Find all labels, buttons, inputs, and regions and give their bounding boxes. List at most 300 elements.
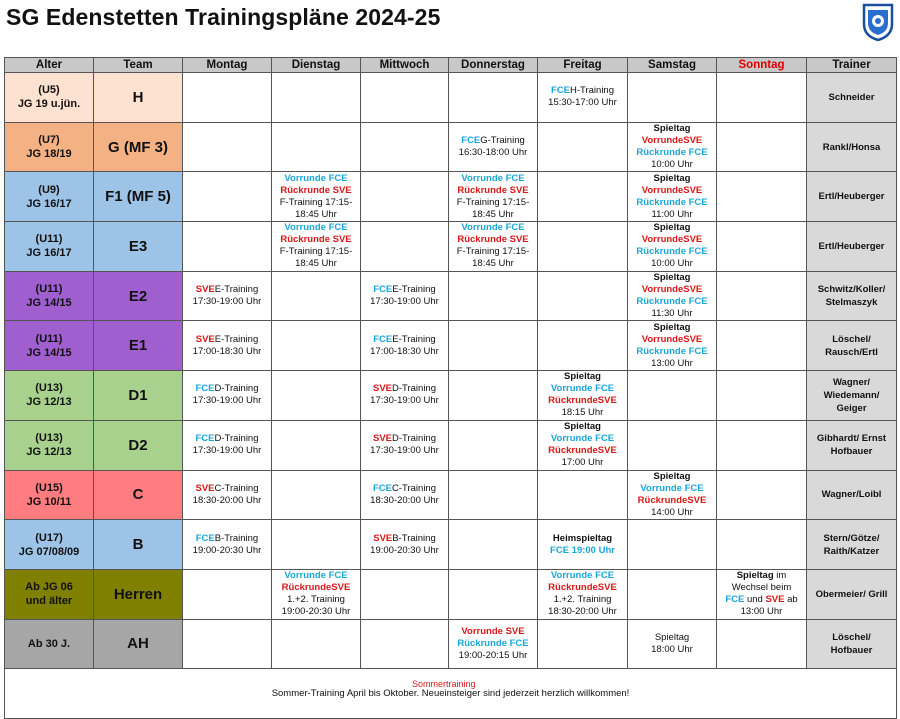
schedule-cell [272,470,361,520]
cell-line [807,190,896,203]
cell-text: Spieltag [736,570,774,582]
cell-text: (U5) [38,84,60,97]
schedule-cell [272,271,361,321]
cell-line [183,383,271,395]
cell-line [628,185,716,197]
team-cell: E2 [94,271,183,321]
cell-text: ab [784,594,798,606]
cell-text: Spieltag [654,631,690,643]
schedule-cell [717,420,807,470]
schedule-cell [449,371,538,421]
table-row [5,172,897,222]
cell-line [628,644,716,656]
schedule-cell [361,271,449,321]
cell-text: 18:45 Uhr [295,258,337,270]
cell-line [5,282,93,296]
cell-line [361,346,448,358]
schedule-cell [628,569,717,619]
trainer-cell [807,371,897,421]
schedule-cell [538,73,628,123]
team-cell: G (MF 3) [94,122,183,172]
cell-text: FCE [461,135,481,147]
column-header-samstag: Samstag [628,58,717,73]
cell-line [807,389,896,402]
age-group-cell [5,122,94,172]
cell-text: (U7) [38,134,60,147]
cell-line [807,644,896,657]
cell-text: Vorrunde FCE [550,383,615,395]
cell-line [538,421,627,433]
cell-line [628,358,716,370]
cell-text: B-Training [392,532,436,544]
cell-line [272,222,360,234]
cell-line [361,395,448,407]
trainer-cell [807,470,897,520]
cell-text: FCE [373,333,393,345]
cell-line [628,471,716,483]
cell-text: Vorrunde FCE [550,433,615,445]
cell-line [183,346,271,358]
cell-line [807,376,896,389]
cell-text: 17:30-19:00 Uhr [370,395,439,407]
cell-text: H-Training [570,85,614,97]
schedule-cell [449,122,538,172]
schedule-cell [538,371,628,421]
cell-line [272,570,360,582]
column-header-donnerstag: Donnerstag [449,58,538,73]
schedule-cell [449,520,538,570]
cell-line [538,85,627,97]
trainer-cell [807,222,897,272]
schedule-cell [183,470,272,520]
cell-text: Vorrunde FCE [550,570,615,582]
cell-text: 18:45 Uhr [472,258,514,270]
cell-line [449,135,537,147]
cell-text: Heimspieltag [552,532,613,544]
schedule-cell [361,172,449,222]
schedule-cell [717,73,807,123]
cell-text: VorrundeSVE [641,234,703,246]
cell-line [183,545,271,557]
cell-line [807,296,896,309]
schedule-cell [449,619,538,669]
cell-text: (U9) [38,183,60,196]
cell-text: Vorrunde SVE [461,625,525,637]
schedule-cell [449,470,538,520]
cell-text: 11:30 Uhr [651,308,693,320]
cell-text: Schneider [828,91,875,103]
schedule-cell [628,222,717,272]
table-row [5,321,897,371]
cell-line [5,545,93,559]
cell-line [272,258,360,270]
cell-text: Rausch/Ertl [825,346,878,358]
cell-text: FCE [195,383,215,395]
cell-text: 19:00-20:15 Uhr [458,649,528,661]
team-cell: E3 [94,222,183,272]
cell-text: FCE [195,532,215,544]
cell-text: E-Training [214,333,259,345]
trainer-cell [807,321,897,371]
schedule-cell [717,619,807,669]
age-group-cell [5,321,94,371]
table-row [5,569,897,619]
schedule-cell [628,420,717,470]
cell-line [538,594,627,606]
cell-line [628,346,716,358]
schedule-cell [717,271,807,321]
trainer-cell [807,271,897,321]
cell-line [272,606,360,618]
cell-text: 1.+2. Training [553,594,612,606]
cell-text: Vorrunde FCE [284,570,348,582]
cell-text: 17:00-18:30 Uhr [370,345,439,357]
cell-text: Spieltag [653,470,691,482]
cell-text: RückrundeSVE [548,395,617,407]
cell-text: SVE [373,532,393,544]
cell-text: und [744,594,766,606]
cell-text: Stern/Götze/ [823,532,880,544]
cell-text: RückrundeSVE [548,582,617,594]
cell-line [449,258,537,270]
cell-line [272,582,360,594]
schedule-cell [272,619,361,669]
column-header-trainer: Trainer [807,58,897,73]
cell-line [717,570,806,582]
cell-text: Ab JG 06 [25,581,73,594]
cell-text: JG 07/08/09 [18,545,80,558]
cell-line [628,197,716,209]
cell-text: 17:00-18:30 Uhr [192,345,262,357]
cell-text: Löschel/ [832,333,871,345]
cell-text: FCE [373,482,392,494]
trainer-cell [807,619,897,669]
cell-text: E-Training [214,284,259,296]
schedule-cell [717,371,807,421]
trainer-cell [807,73,897,123]
cell-text: VorrundeSVE [641,333,703,345]
schedule-cell [449,420,538,470]
cell-line [361,284,448,296]
cell-line [449,246,537,258]
age-group-cell [5,371,94,421]
schedule-cell [361,619,449,669]
cell-line [538,371,627,383]
schedule-cell [449,222,538,272]
schedule-cell [449,321,538,371]
cell-text: Spieltag [653,222,691,234]
cell-text: C-Training [392,482,436,494]
schedule-cell [538,569,628,619]
schedule-cell [628,122,717,172]
cell-text: JG 12/13 [26,446,72,459]
cell-line [272,209,360,221]
cell-line [5,97,93,111]
cell-text: Raith/Katzer [823,545,880,557]
cell-text: FCE [373,284,393,296]
schedule-cell [361,73,449,123]
cell-text: Ertl/Heuberger [818,191,885,203]
cell-text: Spieltag [653,123,691,135]
schedule-cell [538,520,628,570]
cell-text: Schwitz/Koller/ [817,284,886,296]
schedule-cell [628,619,717,669]
cell-line [538,533,627,545]
cell-line [628,234,716,246]
cell-line [628,296,716,308]
cell-line [5,346,93,360]
cell-line [538,445,627,457]
cell-line [361,545,448,557]
schedule-cell [449,172,538,222]
cell-text: (U15) [35,481,63,494]
cell-text: 17:30-19:00 Uhr [192,445,262,457]
cell-line [628,272,716,284]
cell-line [449,626,537,638]
cell-text: im [773,570,787,582]
cell-line [628,632,716,644]
page-title: SG Edenstetten Trainingspläne 2024-25 [6,4,441,30]
cell-line [538,545,627,557]
cell-line [538,606,627,618]
team-cell: B [94,520,183,570]
cell-text: B-Training [214,532,259,544]
cell-text: Rückrunde SVE [457,184,529,196]
cell-text: FCE 19:00 Uhr [550,544,615,556]
cell-line [449,638,537,650]
cell-text: Vorrunde FCE [284,172,348,184]
cell-line [807,402,896,415]
team-cell: C [94,470,183,520]
schedule-cell [361,520,449,570]
cell-line [449,173,537,185]
cell-text: 11:00 Uhr [651,208,693,220]
cell-line [628,123,716,135]
column-header-dienstag: Dienstag [272,58,361,73]
cell-text: F-Training 17:15- [456,196,530,208]
cell-line [807,283,896,296]
team-cell: D1 [94,371,183,421]
cell-line [807,445,896,458]
age-group-cell [5,222,94,272]
cell-line [449,222,537,234]
cell-line [628,159,716,171]
cell-line [5,637,93,651]
schedule-cell [717,470,807,520]
schedule-cell [538,222,628,272]
cell-text: (U11) [35,233,63,246]
cutoff-text: Sommertraining [412,679,476,689]
cell-line [5,381,93,395]
cell-line [272,185,360,197]
column-header-alter: Alter [5,58,94,73]
cell-text: RückrundeSVE [637,494,707,506]
schedule-cell [449,73,538,123]
age-group-cell [5,420,94,470]
cell-text: SVE [765,594,785,606]
cell-line [183,483,271,495]
team-cell: E1 [94,321,183,371]
cell-text: Vorrunde FCE [640,482,704,494]
cell-text: (U11) [35,283,63,296]
schedule-cell [628,321,717,371]
cell-text: Wagner/ [832,376,871,388]
cell-text: VorrundeSVE [641,135,703,147]
cell-line [807,588,896,601]
cell-text: Löschel/ [832,631,871,643]
cell-line [628,135,716,147]
cell-line [5,296,93,310]
cell-line [807,432,896,445]
cell-line [807,488,896,501]
schedule-cell [183,619,272,669]
cell-text: 17:30-19:00 Uhr [192,296,262,308]
cell-text: 18:30-20:00 Uhr [370,494,439,506]
column-header-sonntag: Sonntag [717,58,807,73]
age-group-cell [5,470,94,520]
schedule-cell [361,569,449,619]
cell-line [807,631,896,644]
cell-text: JG 10/11 [26,495,72,508]
schedule-cell [449,271,538,321]
team-cell: Herren [94,569,183,619]
cell-text: Vorrunde FCE [461,172,525,184]
cell-line [538,395,627,407]
cell-line [807,346,896,359]
schedule-cell [717,569,807,619]
cell-text: Spieltag [564,371,601,383]
trainer-cell [807,420,897,470]
cell-text: FCE [195,433,215,445]
cell-text: Rankl/Honsa [822,141,881,153]
cell-text: Rückrunde FCE [636,196,708,208]
cell-line [807,141,896,154]
cell-text: D-Training [392,433,436,445]
cell-line [717,594,806,606]
schedule-cell [183,321,272,371]
schedule-cell [538,619,628,669]
table-row [5,470,897,520]
cell-text: Ab 30 J. [27,637,71,650]
cell-line [361,433,448,445]
schedule-cell [538,271,628,321]
cell-text: Rückrunde SVE [280,234,352,246]
cell-text: (U13) [35,382,63,395]
cell-line [5,246,93,260]
cell-line [5,495,93,509]
cell-text: C-Training [214,482,259,494]
schedule-cell [272,321,361,371]
schedule-cell [183,172,272,222]
column-header-freitag: Freitag [538,58,628,73]
cell-text: SVE [372,433,392,445]
cell-text: 18:15 Uhr [561,407,604,419]
cell-text: VorrundeSVE [641,184,703,196]
cell-text: 19:00-20:30 Uhr [370,544,439,556]
table-row [5,271,897,321]
cell-line [272,173,360,185]
cell-line [5,197,93,211]
cell-line [628,483,716,495]
schedule-cell [183,520,272,570]
cell-text: 1.+2. Training [287,594,345,606]
cell-line [449,234,537,246]
club-crest-icon [861,2,895,42]
cell-text: 13:00 Uhr [651,357,693,369]
schedule-cell [272,520,361,570]
cell-line [449,650,537,662]
cell-text: Rückrunde FCE [636,345,708,357]
cell-line [628,222,716,234]
cell-text: (U17) [35,531,63,544]
age-group-cell [5,271,94,321]
cell-line [628,173,716,185]
column-header-team: Team [94,58,183,73]
cell-text: und älter [25,595,73,608]
cell-text: 13:00 Uhr [740,606,783,618]
cell-line [5,481,93,495]
cell-text: Rückrunde FCE [457,637,529,649]
cell-line [449,209,537,221]
schedule-cell [272,172,361,222]
table-header-row [5,58,897,73]
cell-line [538,97,627,109]
schedule-cell [361,371,449,421]
cell-line [717,582,806,594]
cell-line [807,240,896,253]
cell-line [5,232,93,246]
schedule-cell [183,371,272,421]
column-header-mittwoch: Mittwoch [361,58,449,73]
cell-text: Hofbauer [830,644,873,656]
team-cell: F1 (MF 5) [94,172,183,222]
cell-line [628,246,716,258]
schedule-cell [272,73,361,123]
schedule-cell [183,122,272,172]
schedule-cell [538,420,628,470]
schedule-cell [538,172,628,222]
cell-line [361,533,448,545]
team-cell: D2 [94,420,183,470]
cell-text: RückrundeSVE [281,582,351,594]
cell-text: Rückrunde FCE [636,246,708,258]
cell-line [5,431,93,445]
table-row [5,420,897,470]
cell-line [628,495,716,507]
cell-line [538,457,627,469]
schedule-cell [183,73,272,123]
trainer-cell [807,520,897,570]
schedule-cell [183,569,272,619]
cell-text: 15:30-17:00 Uhr [548,97,617,109]
cell-text: D-Training [214,383,259,395]
cell-line [183,433,271,445]
cell-line [628,284,716,296]
cell-line [183,334,271,346]
cell-text: 19:00-20:30 Uhr [281,606,351,618]
cell-text: Vorrunde FCE [284,222,348,234]
cell-line [538,383,627,395]
cell-line [361,495,448,507]
schedule-cell [538,321,628,371]
cell-text: E-Training [392,333,436,345]
cell-line [628,308,716,320]
cell-line [538,570,627,582]
cell-text: D-Training [392,383,436,395]
cell-text: JG 16/17 [26,247,72,260]
schedule-cell [361,321,449,371]
cell-line [628,209,716,221]
